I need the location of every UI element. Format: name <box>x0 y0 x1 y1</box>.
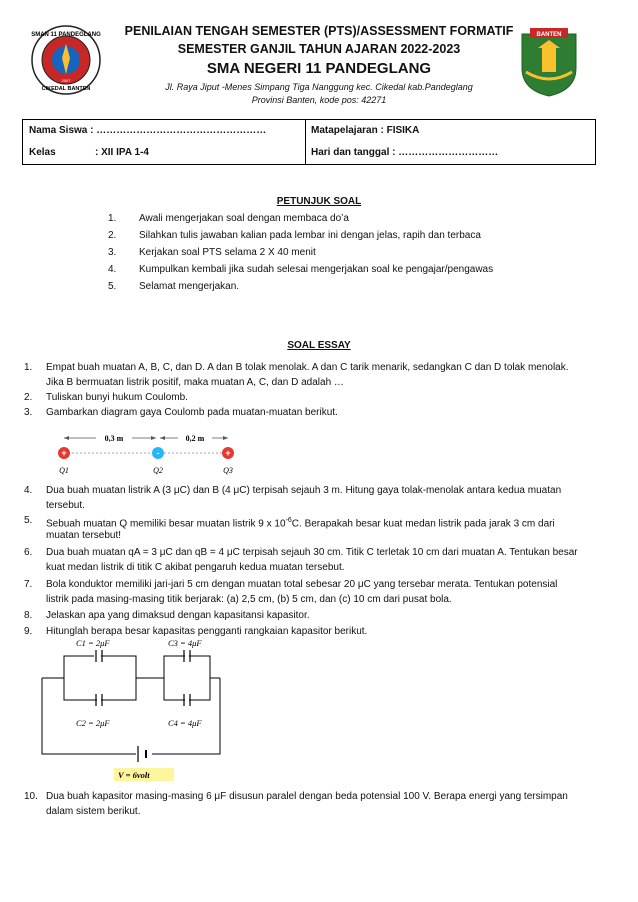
question-1-line1: Empat buah muatan A, B, C, dan D. A dan B tolak menolak. A dan C tarik menarik, sedangkan C dan D tolak menolak. <box>46 362 569 373</box>
exam-title: PENILAIAN TENGAH SEMESTER (PTS)/ASSESSMENT FORMATIF <box>124 24 514 38</box>
question-9-text: Hitunglah berapa besar kapasitas pengganti rangkaian kapasitor berikut. <box>46 626 368 637</box>
instructions-title: PETUNJUK SOAL <box>276 196 362 207</box>
distance-label-1: 0,3 m <box>104 434 124 443</box>
student-name-field: Nama Siswa : …………………………………………… <box>29 125 267 136</box>
student-info-box <box>22 119 596 165</box>
capacitor-c2-label: C2 = 2μF <box>76 718 110 728</box>
instruction-text: Kerjakan soal PTS selama 2 X 40 menit <box>139 247 316 258</box>
school-address: Jl. Raya Jiput -Menes Simpang Tiga Nanggung kec. Cikedal kab.Pandeglang <box>165 82 473 92</box>
question-5-line2: muatan tersebut! <box>46 530 122 541</box>
logo-left-top-text: SMAN 11 PANDEGLANG <box>31 32 101 38</box>
question-3-text: Gambarkan diagram gaya Coulomb pada muatan-muatan berikut. <box>46 407 338 418</box>
capacitor-c1-label: C1 = 2μF <box>76 638 110 648</box>
instruction-number: 4. <box>108 264 117 275</box>
subject-field: Matapelajaran : FISIKA <box>311 125 420 136</box>
question-1-line2: Jika B bermuatan listrik positif, maka muatan A, C, dan D adalah … <box>46 377 344 388</box>
logo-left-year: 2007 <box>61 78 71 83</box>
charge-q1-label: Q1 <box>59 466 69 475</box>
voltage-label: V = 6volt <box>118 770 150 780</box>
question-7-line2: listrik pada masing-masing titik berjarak: (a) 2,5 cm, (b) 5 cm, dan (c) 10 cm dari pusat bola. <box>46 594 452 605</box>
charge-q1-sign: + <box>61 448 67 458</box>
instruction-number: 5. <box>108 281 117 292</box>
question-4-line1: Dua buah muatan listrik A (3 μC) dan B (4 μC) terpisah sejauh 3 m. Hitung gaya tolak-menolak antara kedua muatan <box>46 485 562 496</box>
charge-q3-sign: + <box>225 448 231 458</box>
school-logo <box>30 24 102 96</box>
logo-right-top-text: BANTEN <box>536 32 562 38</box>
class-label: Kelas <box>29 147 56 158</box>
charge-q2-label: Q2 <box>153 466 163 475</box>
capacitor-c3-label: C3 = 4μF <box>168 638 202 648</box>
question-2-text: Tuliskan bunyi hukum Coulomb. <box>46 392 188 403</box>
instruction-number: 2. <box>108 230 117 241</box>
question-4-line2: tersebut. <box>46 500 85 511</box>
instruction-number: 3. <box>108 247 117 258</box>
logo-left-bottom-text: CIKEDAL BANTEN <box>41 86 91 92</box>
school-name: SMA NEGERI 11 PANDEGLANG <box>206 60 432 77</box>
instruction-number: 1. <box>108 213 117 224</box>
exam-page: SMAN 11 PANDEGLANG CIKEDAL BANTEN 2007 BANTEN PENILAIAN TENGAH SEMESTER (PTS)/ASSESSMENT FORMATIF SEMESTER GANJIL TAHUN AJARAN 2022-2023 SMA NEGERI 11 PANDEGLANG Jl. Raya Jiput -Menes Simpang Tiga Nanggung kec. Cikedal kab.Pandeglang Provinsi Banten, kode pos: 42271 Nama Siswa : …………………………………………… Kelas : XII IPA 1-4 Matapelajaran : FISIKA Hari dan tanggal : ………………………… PETUNJUK SOAL 1. Awali mengerjakan soal dengan membaca do’a 2. Silahkan tulis jawaban kalian pada lembar ini dengan jelas, rapih dan terbaca 3. Kerjakan soal PTS selama 2 X 40 menit 4. Kumpulkan kembali jika sudah selesai mengerjakan soal ke pengajar/pengawas 5. Selamat mengerjakan. SOAL ESSAY 1. Empat buah muatan A, B, C, dan D. A dan B tolak menolak. A dan C tarik menarik, sedangkan C dan D tolak menolak. Jika B bermuatan listrik positif, maka muatan A, C, dan D adalah … 2. Tuliskan bunyi hukum Coulomb. 3. Gambarkan diagram gaya Coulomb pada muatan-muatan berikut. 0,3 m 0,2 m + - + Q1 Q2 Q3 4. Dua buah muatan listrik A (3 μC) dan B (4 μC) terpisah sejauh 3 m. Hitung gaya tolak-menolak antara kedua muatan tersebut. 5. Sebuah muatan Q memiliki besar muatan listrik 9 x $10^{-6}C$. Berapakah besar kuat medan listrik pada jarak 3 cm dari muatan tersebut! 6. Dua buah muatan qA = 3 μC dan qB = 4 μC terpisah sejauh 30 cm. Titik C terletak 10 cm dari muatan A. Tentukan besar kuat medan listrik di titik C akibat pengaruh kedua muatan tersebut. 7. Bola konduktor memiliki jari-jari 5 cm dengan muatan total sebesar 20 μC yang tersebar merata. Tentukan potensial listrik pada masing-masing titik berjarak: (a) 2,5 cm, (b) 5 cm, dan (c) 10 cm dari pusat bola. 8. Jelaskan apa yang dimaksud dengan kapasitansi kapasitor. 9. Hitunglah berapa besar kapasitas pengganti rangkaian kapasitor berikut. C1 = 2μF C3 = 4μF C2 = 2μF C4 = 4μF V = 6volt 10. Dua buah kapasitor masing-masing 6 μF disusun paralel dengan beda potensial 100 V. Berapa energi yang tersimpan dalam sistem berikut. <box>0 0 638 902</box>
instruction-text: Kumpulkan kembali jika sudah selesai mengerjakan soal ke pengajar/pengawas <box>139 264 494 275</box>
exam-semester: SEMESTER GANJIL TAHUN AJARAN 2022-2023 <box>177 42 461 56</box>
instruction-text: Awali mengerjakan soal dengan membaca do’a <box>139 213 349 224</box>
date-field: Hari dan tanggal : ………………………… <box>311 147 499 158</box>
question-5-exponent: -6 <box>285 517 292 524</box>
capacitor-c4-label: C4 = 4μF <box>168 718 202 728</box>
question-8-text: Jelaskan apa yang dimaksud dengan kapasitansi kapasitor. <box>46 610 310 621</box>
question-6-line2: kuat medan listrik di titik C akibat pengaruh kedua muatan tersebut. <box>46 562 345 573</box>
class-value: : XII IPA 1-4 <box>95 147 149 158</box>
question-10-line1: Dua buah kapasitor masing-masing 6 μF disusun paralel dengan beda potensial 100 V. Berapa energi yang tersimpan <box>46 791 568 802</box>
distance-label-2: 0,2 m <box>185 434 205 443</box>
charge-q3-label: Q3 <box>223 466 233 475</box>
school-province: Provinsi Banten, kode pos: 42271 <box>251 95 387 105</box>
capacitor-circuit-figure <box>36 636 226 786</box>
question-5-post: C. Berapakah besar kuat medan listrik pada jarak 3 cm dari <box>291 518 555 530</box>
coulomb-charges-figure <box>52 426 252 478</box>
essay-title: SOAL ESSAY <box>287 340 351 351</box>
instruction-text: Selamat mengerjakan. <box>139 281 240 292</box>
question-5-pre: Sebuah muatan Q memiliki besar muatan listrik 9 x 10 <box>46 518 286 530</box>
question-7-line1: Bola konduktor memiliki jari-jari 5 cm dengan muatan total sebesar 20 μC yang tersebar merata. Tentukan potensial <box>46 579 558 590</box>
charge-q2-sign: - <box>156 448 160 458</box>
question-10-line2: dalam sistem berikut. <box>46 806 141 817</box>
instruction-text: Silahkan tulis jawaban kalian pada lembar ini dengan jelas, rapih dan terbaca <box>139 230 481 241</box>
question-6-line1: Dua buah muatan qA = 3 μC dan qB = 4 μC terpisah sejauh 30 cm. Titik C terletak 10 cm dari muatan A. Tentukan besar <box>46 547 578 558</box>
